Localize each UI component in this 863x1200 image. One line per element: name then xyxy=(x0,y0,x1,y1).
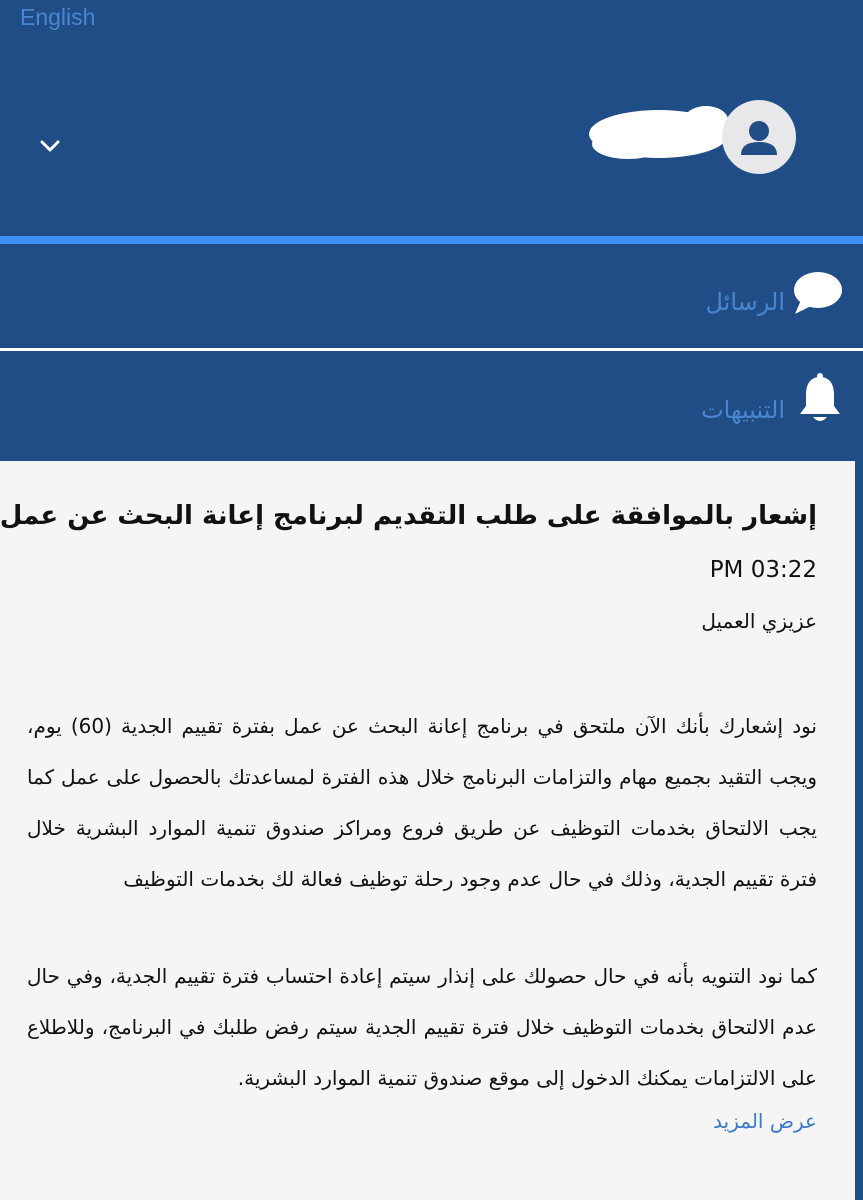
chat-bubble-icon xyxy=(791,268,843,318)
message-time: PM 03:22 xyxy=(709,557,817,583)
app-header xyxy=(0,0,863,236)
header-accent-line xyxy=(0,236,863,244)
language-switch-link[interactable]: English xyxy=(20,4,96,30)
nav-label-messages: الرسائل xyxy=(705,288,785,316)
message-title: إشعار بالموافقة على طلب التقديم لبرنامج إعانة البحث عن عمل xyxy=(0,501,817,531)
nav-item-messages[interactable] xyxy=(0,244,863,348)
message-detail xyxy=(0,461,855,1200)
scroll-edge xyxy=(855,461,863,1200)
message-greeting: عزيزي العميل xyxy=(701,609,817,633)
bell-icon xyxy=(797,373,843,425)
nav-item-alerts[interactable] xyxy=(0,351,863,461)
chevron-down-icon[interactable] xyxy=(38,134,62,158)
nav-label-alerts: التنبيهات xyxy=(701,396,785,424)
user-avatar-icon[interactable] xyxy=(722,100,796,174)
show-more-link[interactable]: عرض المزيد xyxy=(713,1109,817,1133)
message-paragraph: نود إشعارك بأنك الآن ملتحق في برنامج إعانة البحث عن عمل بفترة تقييم الجدية (60) يوم، ويجب التقيد بجميع مهام والتزامات البرنامج خلال هذه الفترة لمساعدتك بالحصول على عمل كما يجب الالتحاق بخدمات التوظيف عن طريق فروع ومراكز صندوق تنمية الموارد البشرية خلال فترة تقييم الجدية، وذلك في حال عدم وجود رحلة توظيف فعالة لك بخدمات التوظيف xyxy=(27,714,817,891)
message-paragraph: كما نود التنويه بأنه في حال حصولك على إنذار سيتم إعادة احتساب فترة تقييم الجدية، وفي حال عدم الالتحاق بخدمات التوظيف خلال فترة تقييم الجدية سيتم رفض طلبك في البرنامج، وللاطلاع على الالتزامات يمكنك الدخول إلى موقع صندوق تنمية الموارد البشرية. xyxy=(27,964,817,1090)
redacted-user-name xyxy=(588,104,730,160)
